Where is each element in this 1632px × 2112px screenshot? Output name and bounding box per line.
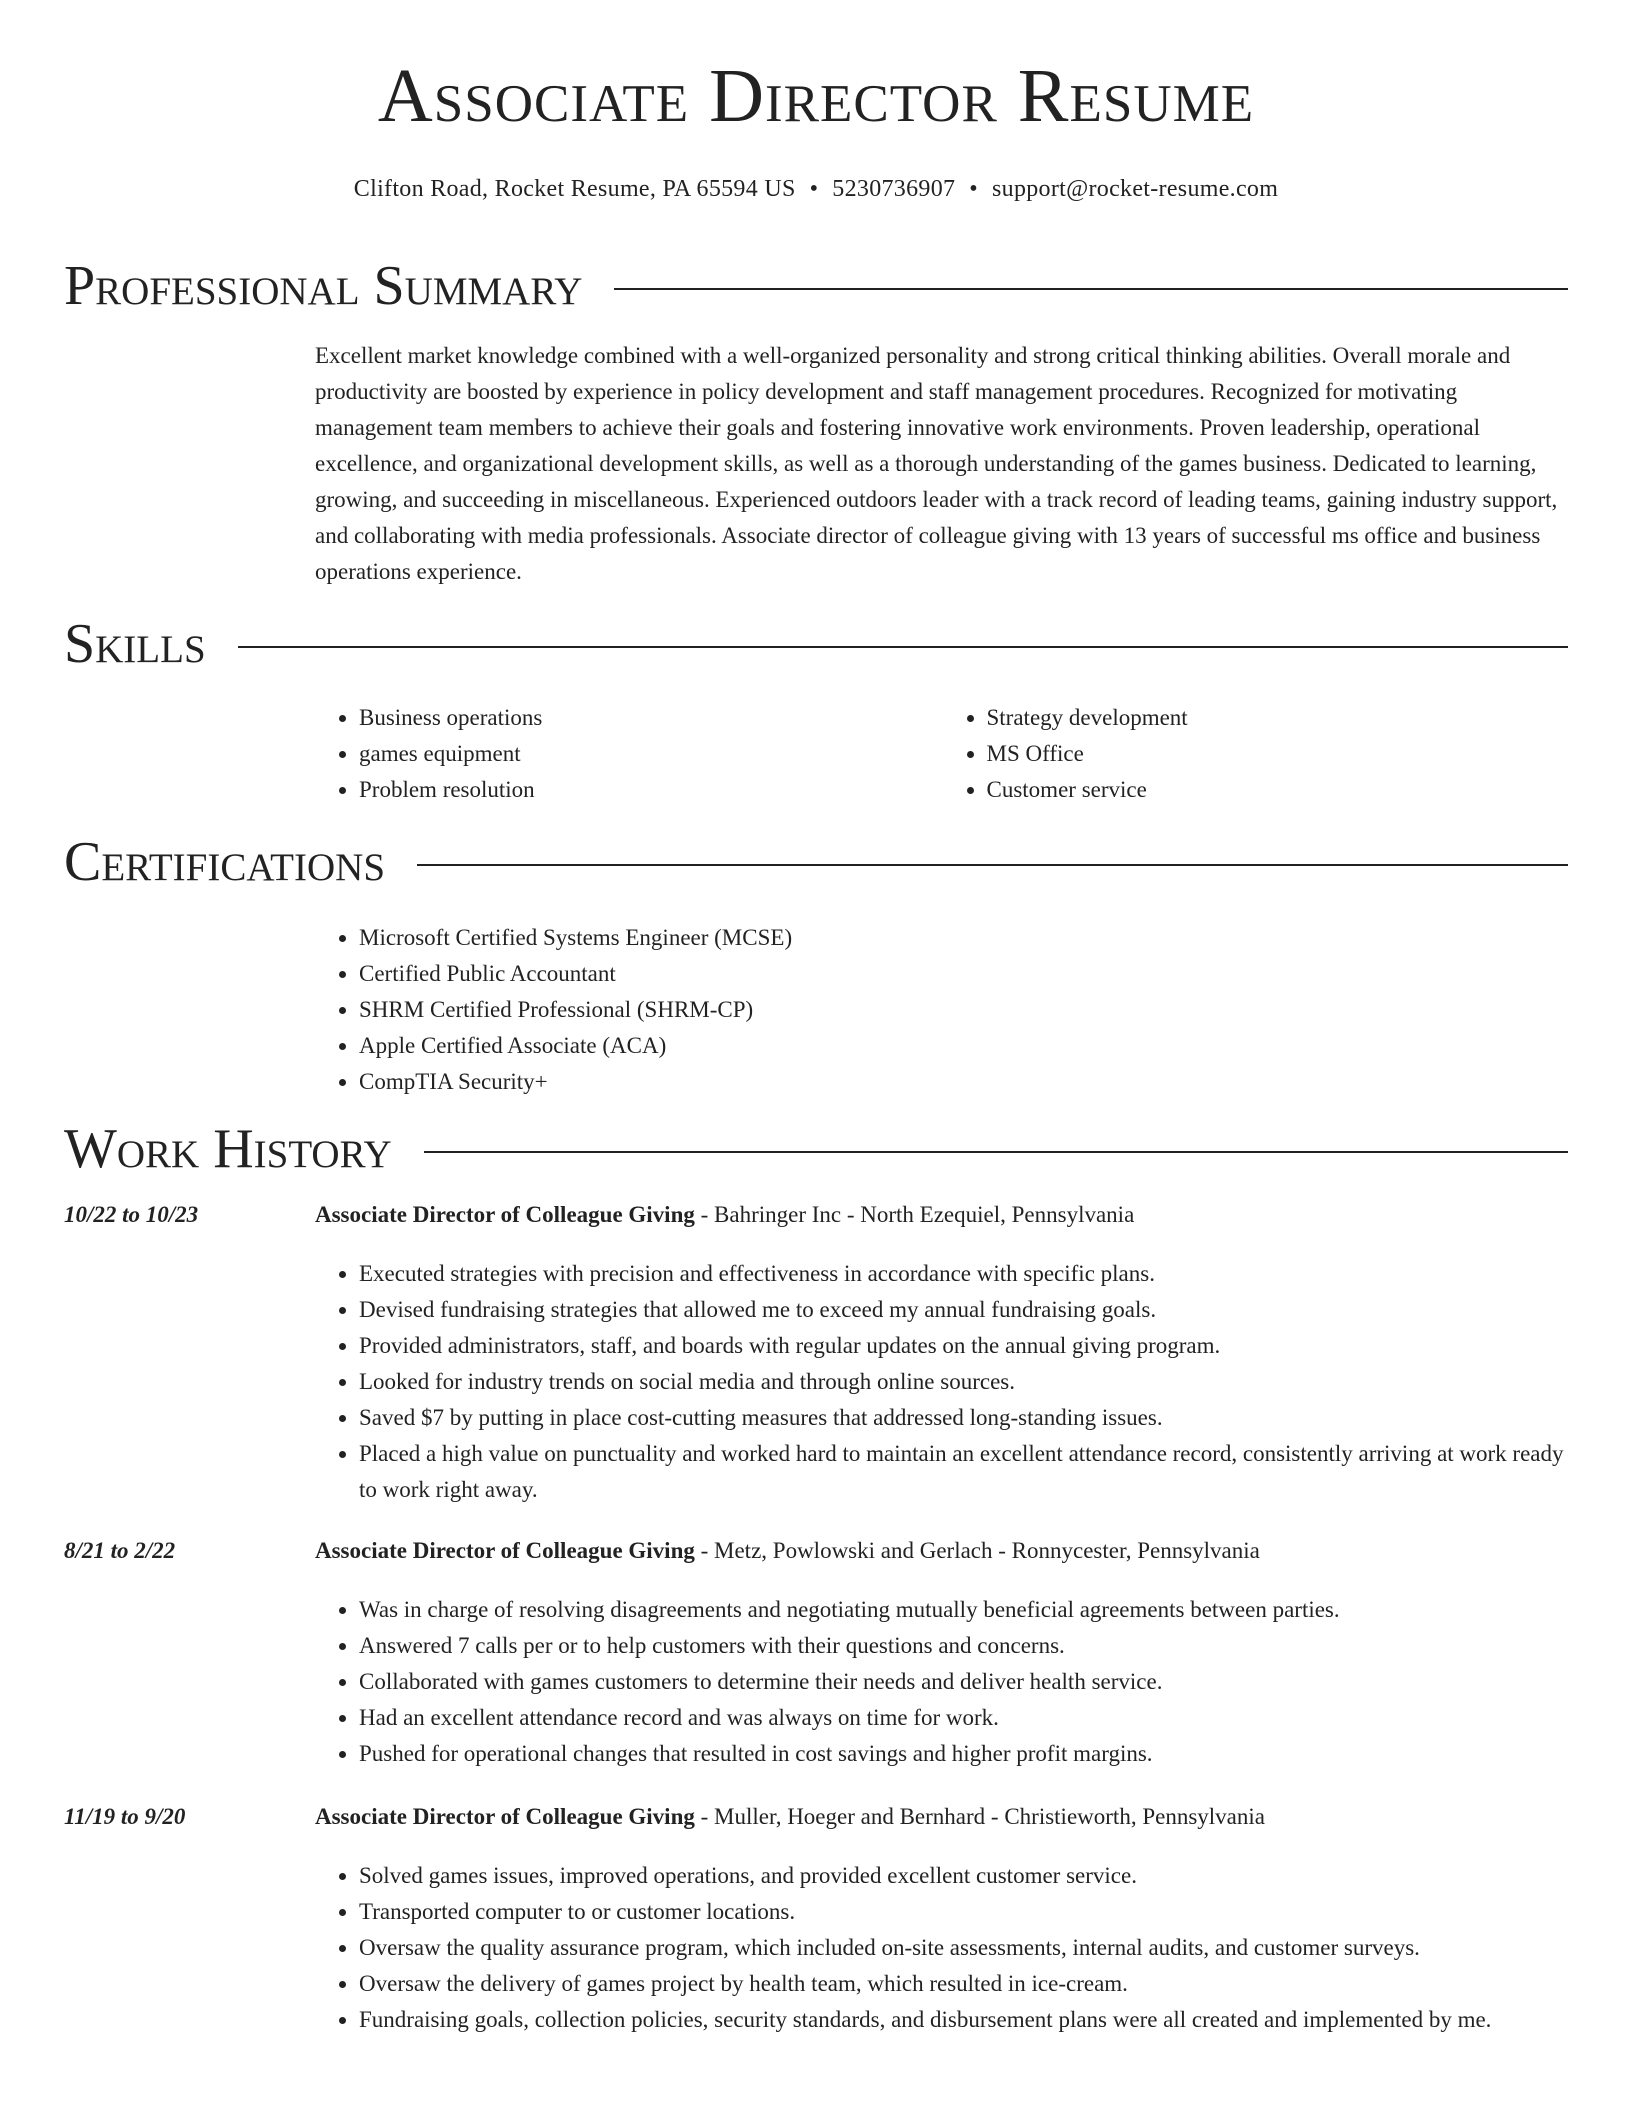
certification-item: • Apple Certified Associate (ACA) [359,1028,1570,1064]
skills-list [315,700,1570,808]
certification-item: • Certified Public Accountant [359,956,1570,992]
job-duty-item: • Placed a high value on punctuality and worked hard to maintain an excellent attendance record, consistently arriving at work ready to work right away. [359,1436,1570,1508]
job-duties [315,1858,1570,2038]
job-dates: 8/21 to 2/22 [64,1538,176,1563]
skill-item: • Problem resolution [359,772,943,808]
work-section-header [64,1118,1568,1180]
job-duty-item: • Collaborated with games customers to determine their needs and deliver health service. [359,1664,1570,1700]
skill-item: • Customer service [987,772,1571,808]
contact-separator: • [809,176,819,202]
skill-item: • Business operations [359,700,943,736]
job-employer: - Bahringer Inc - North Ezequiel, Pennsylvania [694,1202,1135,1227]
skill-item: • Strategy development [987,700,1571,736]
job-duty-item: • Answered 7 calls per or to help customers with their questions and concerns. [359,1628,1570,1664]
skills-column-right [943,700,1571,808]
job-role: Associate Director of Colleague Giving [315,1202,695,1227]
contact-separator: • [969,176,978,202]
job-duty-item: • Was in charge of resolving disagreements and negotiating mutually beneficial agreements between parties. [359,1592,1570,1628]
skill-item: • games equipment [359,736,943,772]
resume-title: Associate Director Resume [377,54,1255,138]
job-duty-item: • Oversaw the quality assurance program, which included on-site assessments, internal audits, and customer surveys. [359,1930,1570,1966]
job-duty-item: • Executed strategies with precision and effectiveness in accordance with specific plans. [359,1256,1570,1292]
summary-heading: Professional Summary [64,255,583,317]
section-divider [238,646,1568,648]
job-duty-item: • Had an excellent attendance record and was always on time for work. [359,1700,1570,1736]
contact-line [0,176,1632,203]
job-duty-item: • Looked for industry trends on social media and through online sources. [359,1364,1570,1400]
contact-address: Clifton Road, Rocket Resume, PA 65594 US [353,176,796,202]
job-title-line [315,1202,1134,1228]
certifications-section-header [64,831,1568,893]
summary-text: Excellent market knowledge combined with a well-organized personality and strong critical thinking abilities. Overall morale and productivity are boosted by experience in policy development and staff management procedures. Recognized for motivating management team members to achieve their goals and fostering innovative work environments. Proven leadership, operational excellence, and organizational development skills, as well as a thorough understanding of the games business. Dedicated to learning, growing, and succeeding in miscellaneous. Experienced outdoors leader with a track record of leading teams, gaining industry support, and collaborating with media professionals. Associate director of colleague giving with 13 years of successful ms office and business operations experience. [315,343,1558,584]
contact-phone: 5230736907 [832,176,956,202]
job-duty-item: • Provided administrators, staff, and boards with regular updates on the annual giving program. [359,1328,1570,1364]
job-role: Associate Director of Colleague Giving [315,1804,695,1829]
skill-item: • MS Office [987,736,1571,772]
job-duty-item: • Saved $7 by putting in place cost-cutting measures that addressed long-standing issues. [359,1400,1570,1436]
skills-heading: Skills [64,613,206,675]
job-duty-item: • Fundraising goals, collection policies, security standards, and disbursement plans were all created and implemented by me. [359,2002,1570,2038]
job-duty-item: • Pushed for operational changes that resulted in cost savings and higher profit margins. [359,1736,1570,1772]
job-role: Associate Director of Colleague Giving [315,1538,695,1563]
job-title-line [315,1804,1265,1830]
work-heading: Work History [64,1118,392,1180]
job-duty-item: • Devised fundraising strategies that allowed me to exceed my annual fundraising goals. [359,1292,1570,1328]
job-duties [315,1256,1570,1508]
certifications-heading: Certifications [64,831,386,893]
job-title-line [315,1538,1260,1564]
job-duty-item: • Solved games issues, improved operations, and provided excellent customer service. [359,1858,1570,1894]
job-dates: 10/22 to 10/23 [64,1202,199,1227]
skills-section-header [64,613,1568,675]
section-divider [417,864,1568,866]
job-duty-item: • Transported computer to or customer locations. [359,1894,1570,1930]
section-divider [614,288,1568,290]
job-employer: - Metz, Powlowski and Gerlach - Ronnycester, Pennsylvania [694,1538,1260,1563]
contact-email: support@rocket-resume.com [992,176,1279,202]
certification-item: • SHRM Certified Professional (SHRM-CP) [359,992,1570,1028]
certification-item: • Microsoft Certified Systems Engineer (MCSE) [359,920,1570,956]
job-duty-item: • Oversaw the delivery of games project by health team, which resulted in ice-cream. [359,1966,1570,2002]
job-dates: 11/19 to 9/20 [64,1804,186,1829]
certification-item: • CompTIA Security+ [359,1064,1570,1100]
job-employer: - Muller, Hoeger and Bernhard - Christieworth, Pennsylvania [694,1804,1265,1829]
skills-column-left [315,700,943,808]
job-duties [315,1592,1570,1772]
certifications-list [315,920,1570,1100]
section-divider [424,1151,1568,1153]
summary-section-header [64,255,1568,317]
